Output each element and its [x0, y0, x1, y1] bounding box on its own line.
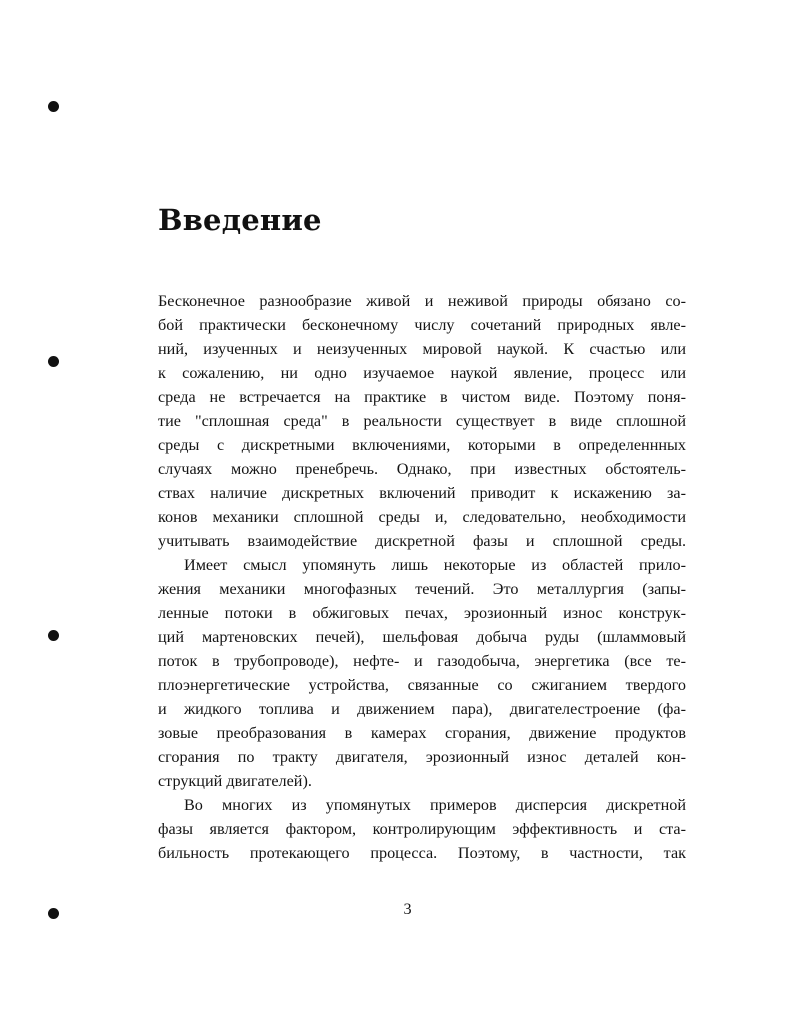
text-line: конов механики сплошной среды и, следовательно, необходимости [158, 508, 686, 526]
text-line: среда не встречается на практике в чистом виде. Поэтому поня- [158, 388, 686, 406]
text-line: плоэнергетические устройства, связанные со сжиганием твердого [158, 676, 686, 694]
text-line: бой практически бесконечному числу сочетаний природных явле- [158, 316, 686, 334]
text-line: тие "сплошная среда" в реальности существует в виде сплошной [158, 412, 686, 430]
paragraph-3 [158, 793, 686, 865]
text-line: жения механики многофазных течений. Это металлургия (запы- [158, 580, 686, 598]
paragraph-2 [158, 553, 686, 793]
paragraph-1 [158, 289, 686, 553]
text-line: поток в трубопроводе), нефте- и газодобыча, энергетика (все те- [158, 652, 686, 670]
text-line: бильность протекающего процесса. Поэтому, в частности, так [158, 844, 686, 862]
text-line: среды с дискретными включениями, которыми в определеннных [158, 436, 686, 454]
text-line: ствах наличие дискретных включений приводит к искажению за- [158, 484, 686, 502]
text-line: сгорания по тракту двигателя, эрозионный износ деталей кон- [158, 748, 686, 766]
punch-hole-3 [48, 630, 59, 641]
text-line: ленные потоки в обжиговых печах, эрозионный износ конструк- [158, 604, 686, 622]
text-line: ний, изученных и неизученных мировой наукой. К счастью или [158, 340, 686, 358]
text-line: фазы является фактором, контролирующим эффективность и ста- [158, 820, 686, 838]
page-title: Введение [158, 203, 322, 237]
text-line: и жидкого топлива и движением пара), двигателестроение (фа- [158, 700, 686, 718]
text-line: учитывать взаимодействие дискретной фазы и сплошной среды. [158, 532, 686, 550]
text-line: зовые преобразования в камерах сгорания, движение продуктов [158, 724, 686, 742]
text-line: к сожалению, ни одно изучаемое наукой явление, процесс или [158, 364, 686, 382]
text-line: струкций двигателей). [158, 772, 312, 790]
punch-hole-1 [48, 101, 59, 112]
punch-hole-2 [48, 356, 59, 367]
page-number: 3 [403, 900, 412, 918]
text-line: случаях можно пренебречь. Однако, при известных обстоятель- [158, 460, 686, 478]
text-line: Бесконечное разнообразие живой и неживой природы обязано со- [158, 292, 686, 310]
text-line: Имеет смысл упомянуть лишь некоторые из областей прило- [184, 556, 686, 574]
text-line: ций мартеновских печей), шельфовая добыча руды (шламмовый [158, 628, 686, 646]
text-line: Во многих из упомянутых примеров дисперсия дискретной [184, 796, 686, 814]
